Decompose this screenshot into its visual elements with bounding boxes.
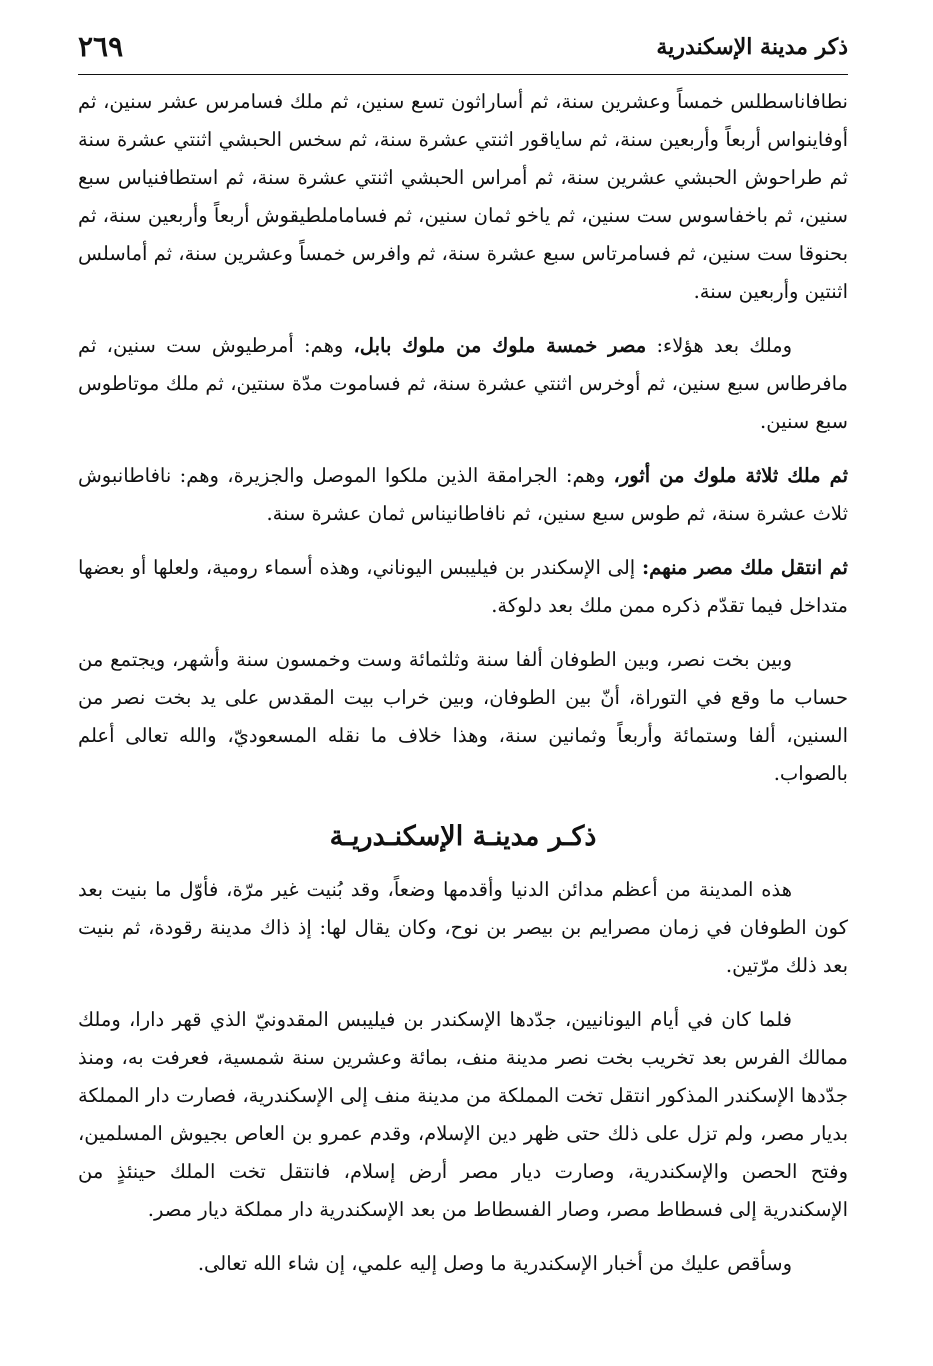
running-header <box>78 30 848 75</box>
paragraph-text: وهم: أمرطيوش ست سنين، ثم مافرطاس سبع سنين، ثم أوخرس اثنتي عشرة سنة، ثم فساموت مدّة سنتين، ثم ملك موتاطوس سبع سنين. <box>78 334 848 433</box>
paragraph-assyria-kings <box>78 457 848 533</box>
paragraph-text: نطافاناسطلس خمساً وعشرين سنة، ثم أساراثون تسع سنين، ثم ملك فسامرس عشر سنين، ثم أوفاينواس أربعاً وأربعين سنة، ثم ساياقور اثنتي عشرة سنة، ثم سخس الحبشي اثنتي عشرة سنة ثم طراحوش الحبشي عشرين سنة، ثم أمراس الحبشي اثنتي عشرة سنة، ثم استطافنياس سبع سنين، ثم باخفاسوس ست سنين، ثم ياخو ثمان سنين، ثم فساماملطيقوش أربعاً وأربعين سنة، ثم بحنوقا ست سنين، ثم فسامرتاس سبع عشرة سنة، ثم وافرس خمساً وعشرين سنة، ثم أماسلس اثنتين وأربعين سنة. <box>78 90 848 303</box>
paragraph-flood-chronology <box>78 641 848 793</box>
paragraph-text: فلما كان في أيام اليونانيين، جدّدها الإسكندر بن فيليبس المقدونيّ الذي قهر دارا، وملك ممالك الفرس بعد تخريب بخت نصر مدينة منف، بمائة وعشرين سنة شمسية، فعرفت به، ومنذ جدّدها الإسكندر المذكور انتقل تخت المملكة من مدينة منف إلى الإسكندرية، فصارت دار المملكة بديار مصر، ولم تزل على ذلك حتى ظهر دين الإسلام، وقدم عمرو بن العاص بجيوش المسلمين، وفتح الحصن والإسكندرية، وصارت ديار مصر أرض إسلام، فانتقل تخت الملك حينئذٍ من الإسكندرية إلى فسطاط مصر، وصار الفسطاط من بعد الإسكندرية دار مملكة ديار مصر. <box>78 1008 848 1221</box>
paragraph-alexander-transfer <box>78 549 848 625</box>
section-heading: ذكـر مدينـة الإسكنـدريـة <box>329 821 597 852</box>
paragraph-text: وبين بخت نصر، وبين الطوفان ألفا سنة وثلثمائة وست وخمسون سنة وأشهر، ويجتمع من حساب ما وقع في التوراة، أنّ بين الطوفان، وبين خراب بيت المقدس على يد بخت نصر من السنين، ألفا وستمائة وأربعاً وثمانين سنة، وهذا خلاف ما نقله المسعوديّ، والله تعالى أعلم بالصواب. <box>78 648 848 785</box>
paragraph-city-history <box>78 1001 848 1229</box>
page-number: ٢٦٩ <box>78 30 124 63</box>
paragraph-bold-lead: ثم انتقل ملك مصر منهم: <box>641 556 848 579</box>
paragraph-prefix: وملك بعد هؤلاء: <box>646 334 793 357</box>
paragraph-text: وسأقص عليك من أخبار الإسكندرية ما وصل إليه علمي، إن شاء الله تعالى. <box>197 1252 792 1275</box>
paragraph-closing <box>78 1245 848 1283</box>
paragraph-kings-list <box>78 83 848 311</box>
book-page <box>78 30 848 1330</box>
paragraph-text: هذه المدينة من أعظم مدائن الدنيا وأقدمها وضعاً، وقد بُنيت غير مرّة، فأوّل ما بنيت بعد كون الطوفان في زمان مصرايم بن بيصر بن نوح، وكان يقال لها: إذ ذاك مدينة رقودة، ثم بنيت بعد ذلك مرّتين. <box>78 878 848 977</box>
paragraph-babylon-kings <box>78 327 848 441</box>
paragraph-text: إلى الإسكندر بن فيليبس اليوناني، وهذه أسماء رومية، ولعلها أو بعضها متداخل فيما تقدّم ذكره ممن ملك بعد دلوكة. <box>78 556 848 617</box>
paragraph-bold-lead: مصر خمسة ملوك من ملوك بابل، <box>353 334 647 357</box>
paragraph-bold-lead: ثم ملك ثلاثة ملوك من أثور، <box>613 464 848 487</box>
running-title: ذكر مدينة الإسكندرية <box>656 34 848 60</box>
paragraph-text: وهم: الجرامقة الذين ملكوا الموصل والجزيرة، وهم: نافاطانبوش ثلاث عشرة سنة، ثم طوس سبع سنين، ثم نافاطانيناس ثمان عشرة سنة. <box>78 464 848 525</box>
paragraph-city-description <box>78 871 848 985</box>
